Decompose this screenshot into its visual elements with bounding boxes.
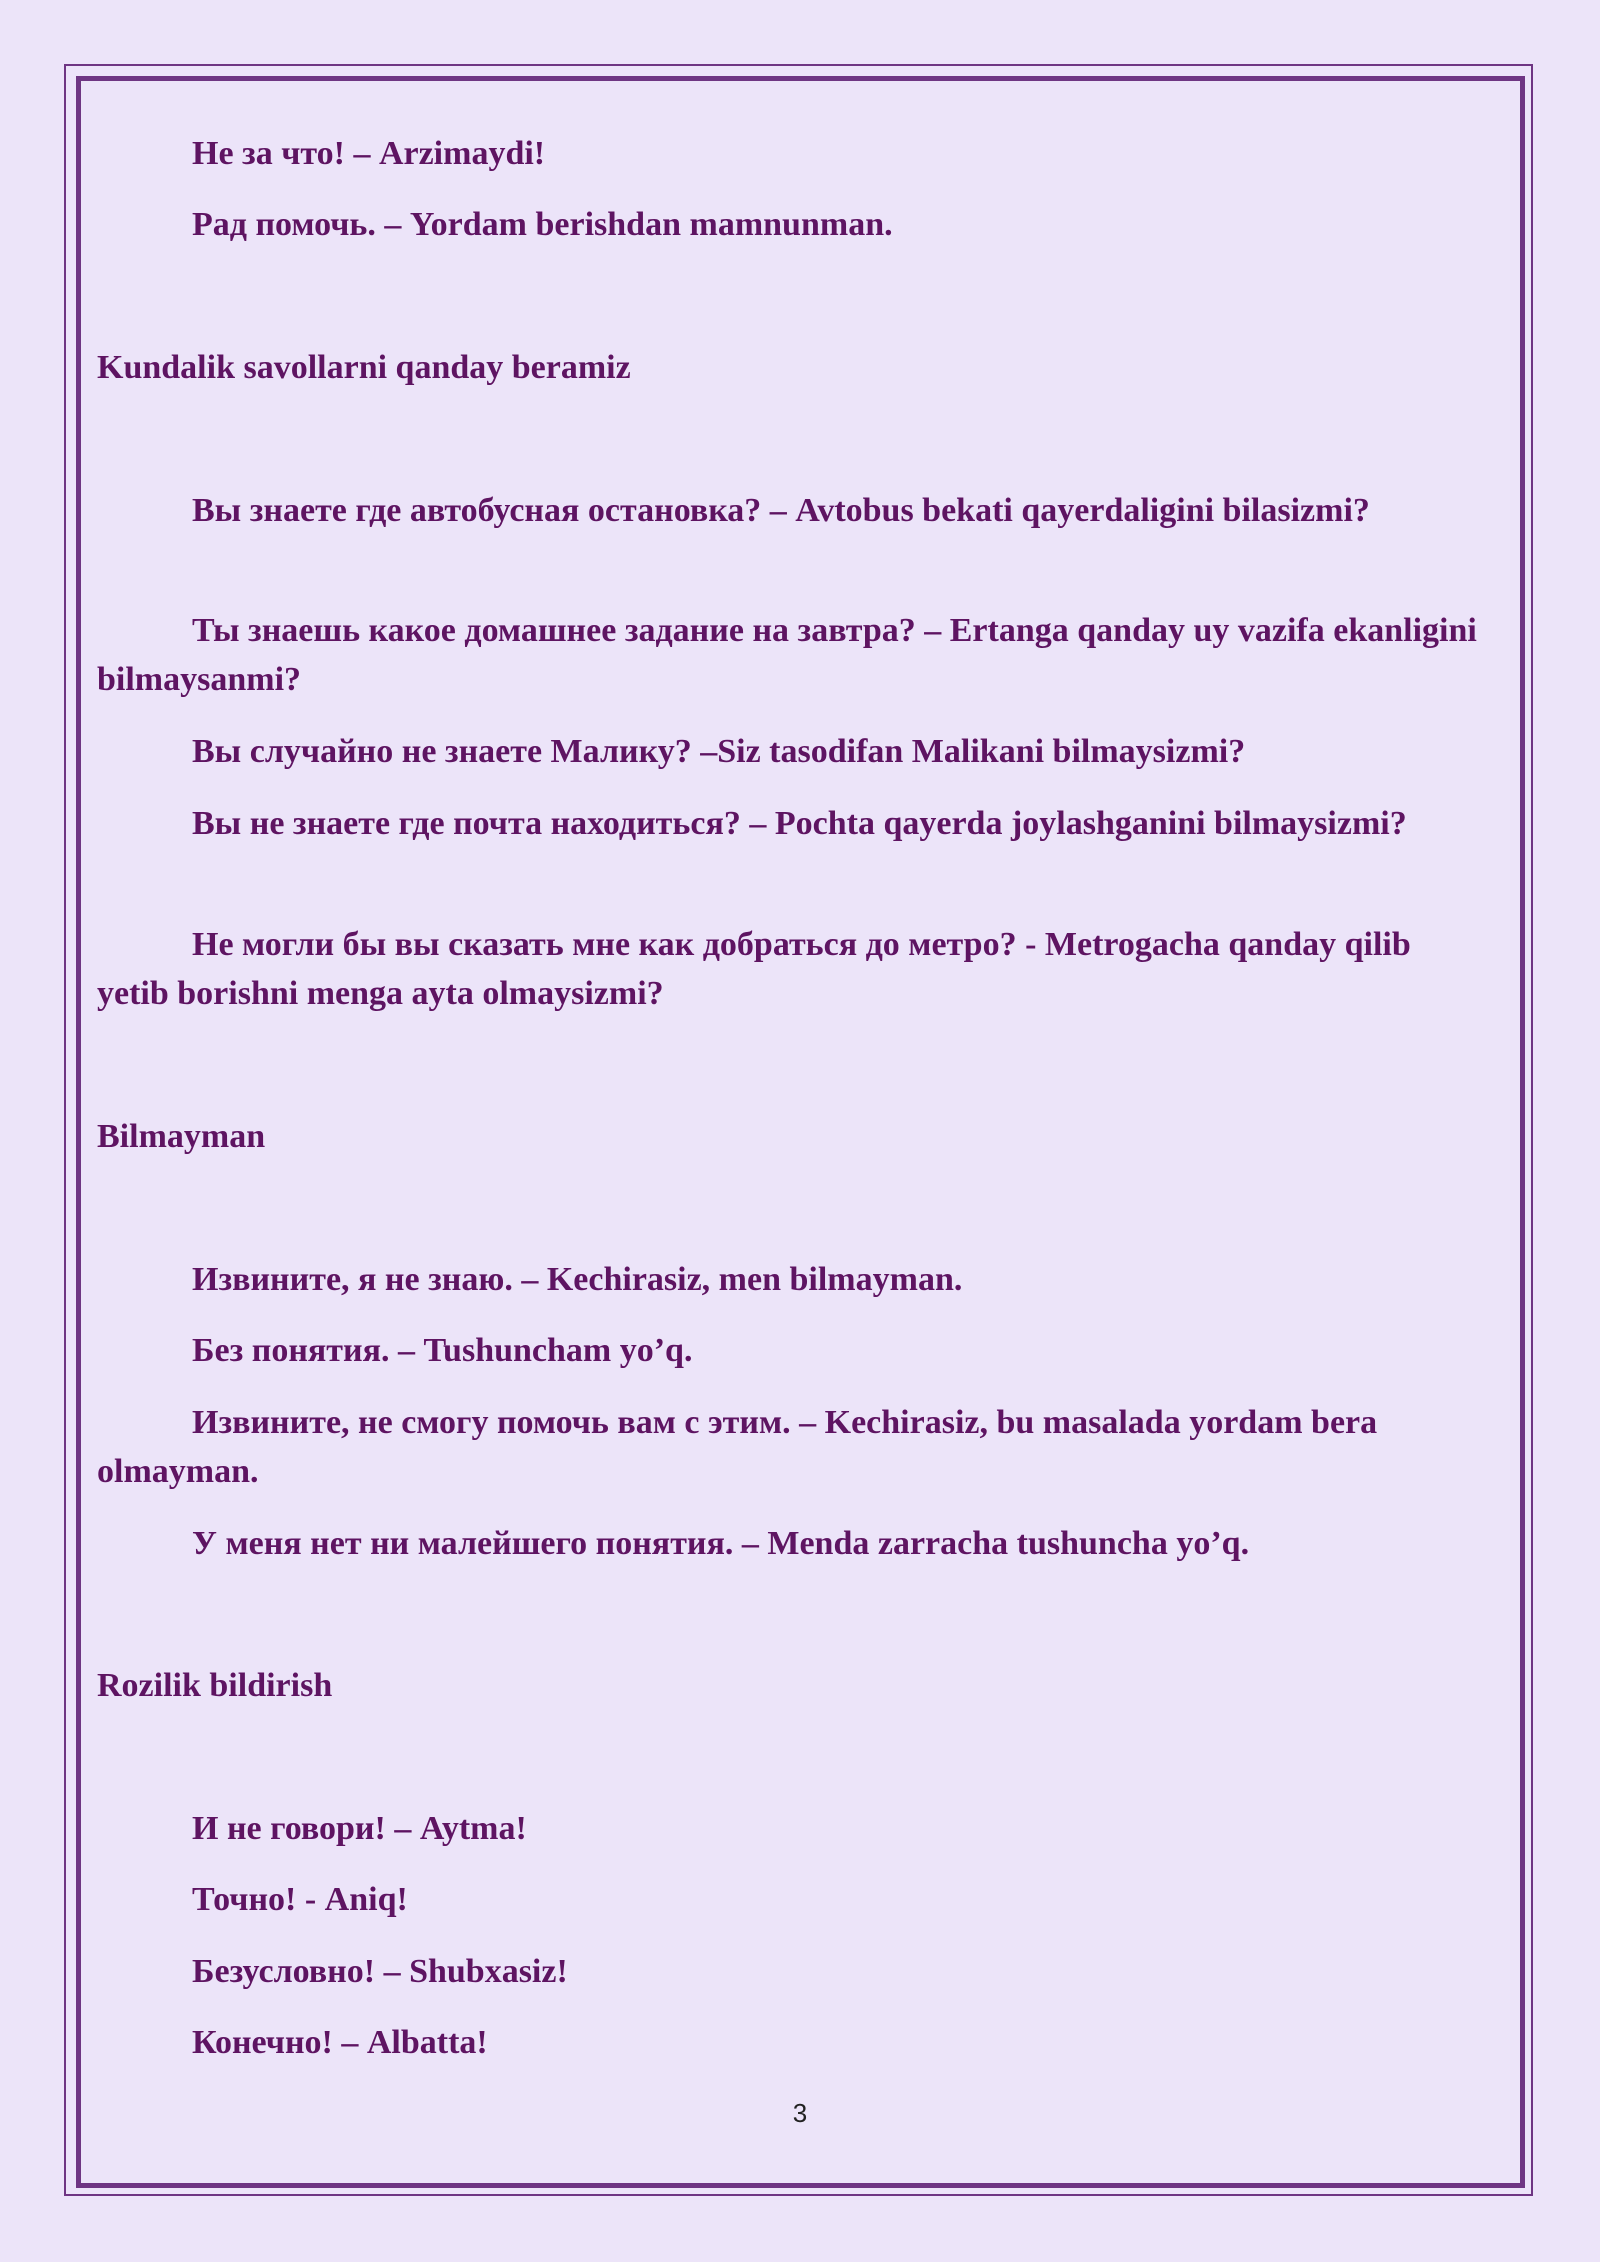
section-heading-agree: Rozilik bildirish <box>97 1667 333 1704</box>
phrase-line: Не могли бы вы сказать мне как добраться до метро? - Metrogacha qanday qilib yetib borishni menga ayta olmaysizmi? <box>97 926 1411 1012</box>
phrase-line: Безусловно! – Shubxasiz! <box>192 1953 568 1990</box>
phrase-line: Конечно! – Albatta! <box>192 2024 488 2061</box>
section-heading-questions: Kundalik savollarni qanday beramiz <box>97 349 631 386</box>
phrase-line: Без понятия. – Tushuncham yo’q. <box>192 1332 693 1369</box>
phrase-line: Точно! - Aniq! <box>192 1881 408 1918</box>
phrase-line: Извините, не смогу помочь вам с этим. – Kechirasiz, bu masalada yordam bera olmayman. <box>97 1404 1378 1490</box>
phrase-line: У меня нет ни малейшего понятия. – Menda zarracha tushuncha yo’q. <box>192 1525 1250 1562</box>
section-heading-dont-know: Bilmayman <box>97 1118 266 1155</box>
phrase-line: Вы не знаете где почта находиться? – Pochta qayerda joylashganini bilmaysizmi? <box>192 805 1407 842</box>
phrase-line: Извините, я не знаю. – Kechirasiz, men bilmayman. <box>192 1261 963 1298</box>
phrase-line: Ты знаешь какое домашнее задание на завтра? – Ertanga qanday uy vazifa ekanligini bilmaysanmi? <box>97 612 1477 698</box>
phrase-line: Рад помочь. – Yordam berishdan mamnunman. <box>192 206 893 243</box>
page-number: 3 <box>792 2098 808 2128</box>
phrase-line: Вы знаете где автобусная остановка? – Avtobus bekati qayerdaligini bilasizmi? <box>192 492 1370 529</box>
phrase-line: Вы случайно не знаете Малику? –Siz tasodifan Malikani bilmaysizmi? <box>192 733 1246 770</box>
phrase-line: Не за что! – Arzimaydi! <box>192 135 546 172</box>
phrase-line: И не говори! – Aytma! <box>192 1810 527 1847</box>
